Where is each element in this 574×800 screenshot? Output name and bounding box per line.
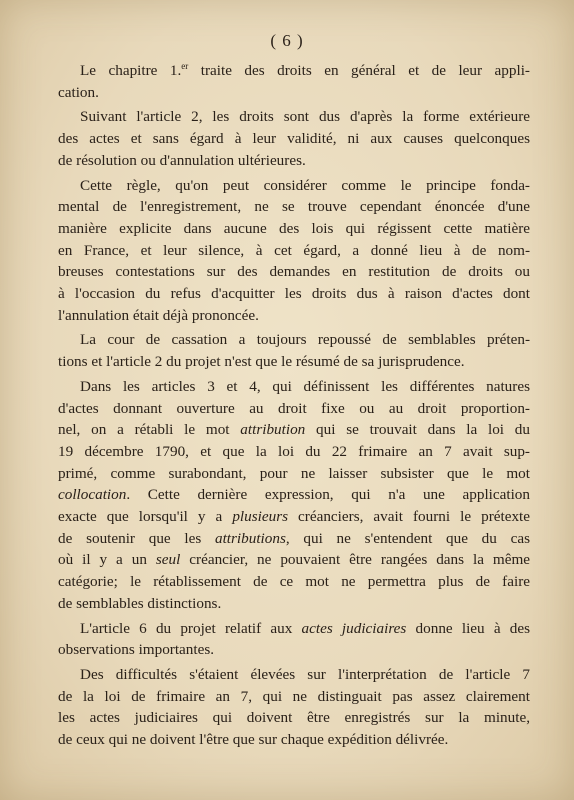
italic-term: collocation — [58, 486, 127, 504]
text-line — [58, 398, 530, 420]
text-run: cation. — [58, 83, 99, 101]
text-line — [58, 218, 530, 240]
text-run: mental de l'enregistrement, ne se trouve cependant énoncée d'une — [58, 198, 530, 216]
text-line — [58, 261, 530, 283]
paragraph — [58, 664, 530, 751]
text-run: tions et l'article 2 du projet n'est que le résumé de sa jurisprudence. — [58, 353, 465, 371]
italic-term: attributions — [214, 529, 286, 547]
text-run: L'article 6 du projet relatif aux — [80, 619, 302, 637]
text-line — [58, 376, 530, 398]
text-run: en France, et leur silence, à cet égard, a donné lieu à de nom- — [58, 241, 530, 259]
text-run: donne lieu à des — [406, 619, 531, 637]
text-run: La cour de cassation a toujours repoussé de semblables préten- — [80, 331, 530, 349]
page-number: ( 6 ) — [270, 31, 304, 50]
body-text — [58, 60, 530, 754]
text-line — [58, 484, 530, 506]
text-run: Des difficultés s'étaient élevées sur l'interprétation de l'article 7 — [80, 665, 530, 683]
text-line — [58, 528, 530, 550]
paragraph — [58, 329, 530, 372]
text-run: où il y a un — [58, 551, 156, 569]
text-run: des actes et sans égard à leur validité, ni aux causes quelconques — [58, 130, 530, 148]
text-line — [58, 351, 530, 373]
text-run: créancier, ne pouvaient être rangées dans la même — [180, 551, 530, 569]
text-line — [58, 305, 530, 327]
paragraph — [58, 175, 530, 327]
italic-term: attribution — [240, 421, 306, 439]
text-line — [58, 240, 530, 262]
text-line — [58, 686, 530, 708]
text-line — [58, 639, 530, 661]
text-line — [58, 329, 530, 351]
text-line — [58, 106, 530, 128]
text-run: de ceux qui ne doivent l'être que sur chaque expédition délivrée. — [58, 731, 449, 749]
text-line — [58, 128, 530, 150]
text-run: de la loi de frimaire an 7, qui ne distinguait pas assez clairement — [58, 687, 530, 705]
text-run: l'annulation était déjà prononcée. — [58, 306, 259, 324]
paragraph — [58, 376, 530, 615]
text-run: Le chapitre 1. — [80, 62, 182, 79]
text-run: Cette règle, qu'on peut considérer comme le principe fonda- — [80, 176, 530, 194]
text-line — [58, 618, 530, 640]
text-line — [58, 60, 530, 82]
text-run: de semblables distinctions. — [58, 594, 222, 612]
paragraph — [58, 618, 530, 661]
text-run: primé, comme surabondant, pour ne laisser subsister que le mot — [58, 464, 530, 482]
text-run: Suivant l'article 2, les droits sont dus d'après la forme extérieure — [80, 108, 530, 126]
superscript: er — [181, 60, 189, 71]
text-line — [58, 283, 530, 305]
text-line — [58, 549, 530, 571]
text-line — [58, 664, 530, 686]
text-run: à l'occasion du refus d'acquitter les droits dus à raison d'actes dont — [58, 285, 530, 303]
text-run: d'actes donnant ouverture au droit fixe ou au droit proportion- — [58, 399, 530, 417]
paragraph — [58, 106, 530, 171]
text-line — [58, 463, 530, 485]
text-line — [58, 82, 530, 104]
text-run: breuses contestations sur des demandes en restitution de droits ou — [58, 263, 530, 281]
text-run: qui se trouvait dans la loi du — [305, 421, 530, 439]
text-line — [58, 419, 530, 441]
paragraph — [58, 60, 530, 103]
text-line — [58, 150, 530, 172]
text-run: les actes judiciaires qui doivent être enregistrés sur la minute, — [58, 709, 530, 727]
text-line — [58, 506, 530, 528]
text-run: observations importantes. — [58, 641, 215, 659]
text-line — [58, 441, 530, 463]
text-run: créanciers, avait fourni le prétexte — [288, 508, 531, 526]
text-run: Dans les articles 3 et 4, qui définissent les différentes natures — [80, 377, 530, 395]
text-run: de soutenir que les — [58, 529, 215, 547]
text-run: . Cette dernière expression, qui n'a une application — [126, 486, 530, 504]
text-line — [58, 729, 530, 751]
text-run: de résolution ou d'annulation ultérieures. — [58, 151, 306, 169]
text-line — [58, 707, 530, 729]
text-run: exacte que lorsqu'il y a — [58, 508, 233, 526]
text-run: traite des droits en général et de leur appli- — [188, 62, 530, 79]
text-run: catégorie; le rétablissement de ce mot ne permettra plus de faire — [58, 573, 530, 591]
text-run: nel, on a rétabli le mot — [58, 421, 241, 439]
text-line — [58, 175, 530, 197]
text-line — [58, 196, 530, 218]
text-line — [58, 593, 530, 615]
text-run: 19 décembre 1790, et que la loi du 22 frimaire an 7 avait sup- — [58, 442, 530, 460]
italic-term: actes judiciaires — [301, 619, 407, 637]
text-run: , qui ne s'entendent que du cas — [285, 529, 530, 547]
italic-term: plusieurs — [232, 508, 289, 526]
text-run: manière explicite dans aucune des lois qui régissent cette matière — [58, 219, 530, 237]
text-line — [58, 571, 530, 593]
italic-term: seul — [155, 551, 181, 569]
